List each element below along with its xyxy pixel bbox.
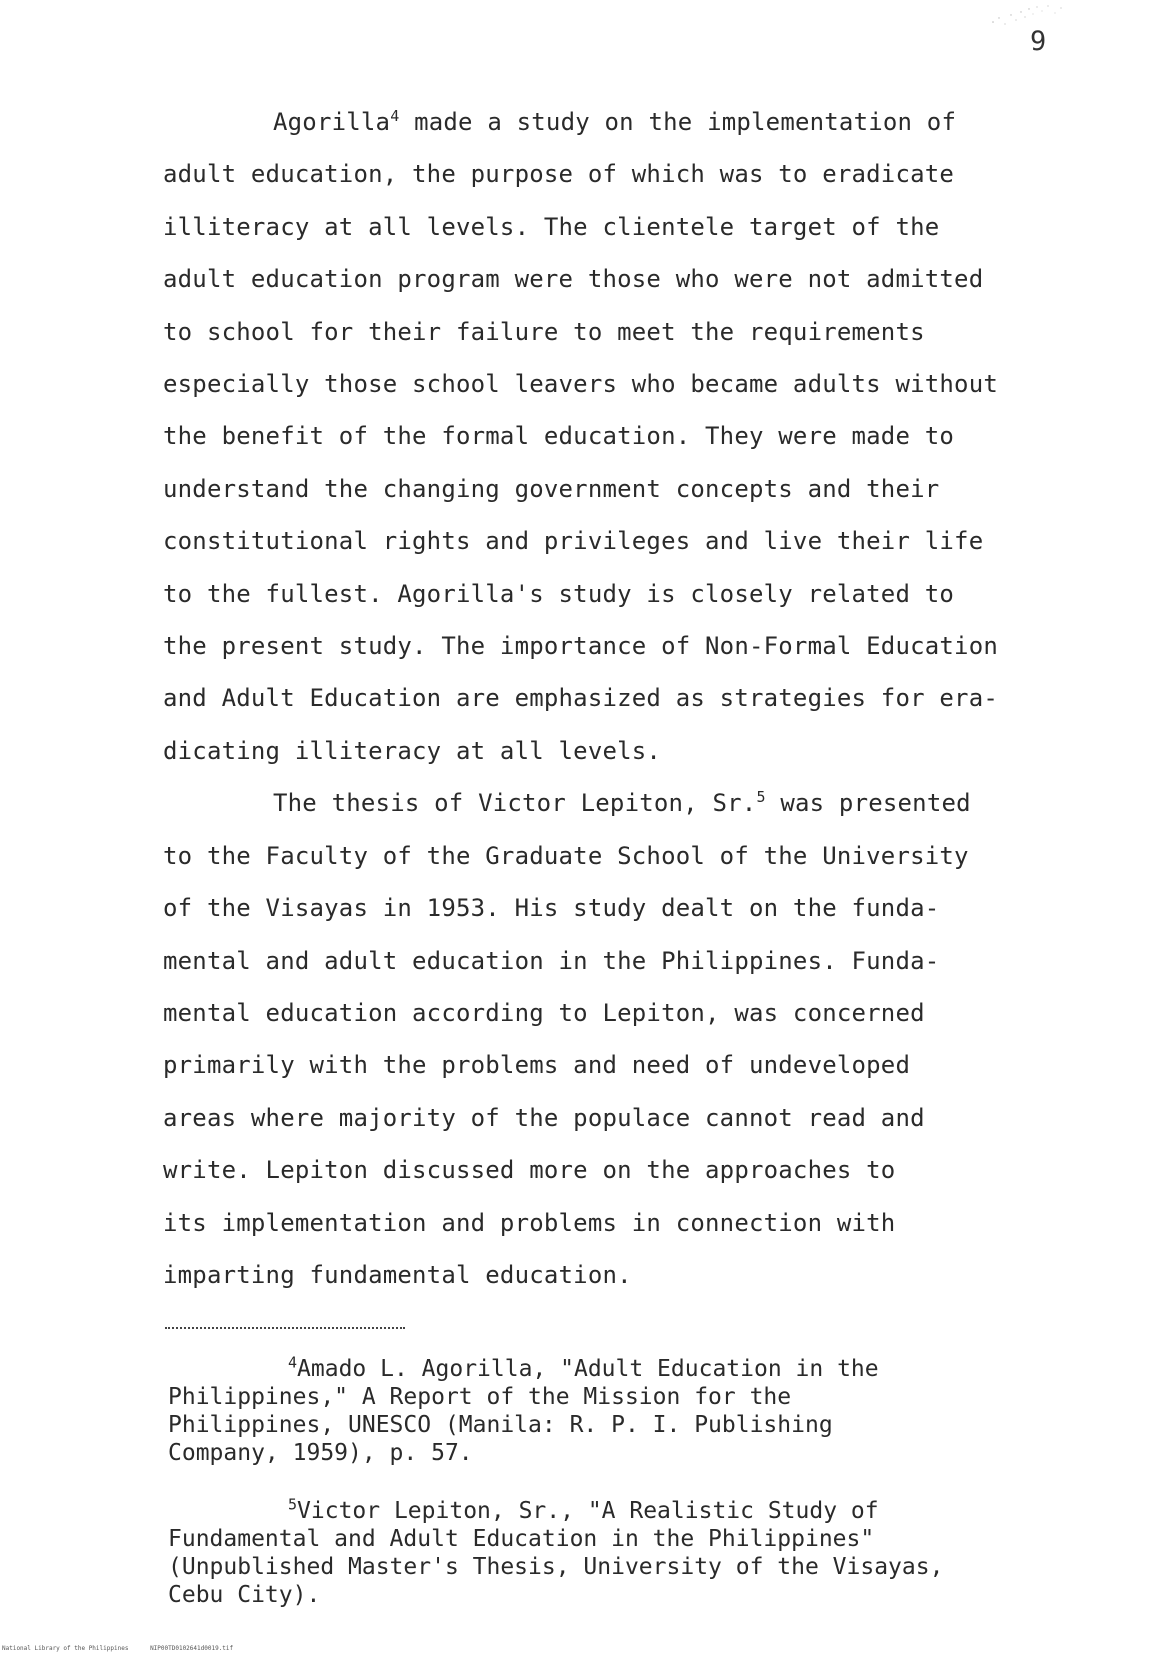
footnote-4 [168, 1355, 1068, 1467]
paragraph-2-text: was presented to the Faculty of the Graduate School of the University of the Visayas in 1953. His study dealt on the funda- mental and adult education in the Philippines. Funda- mental education according to Lepiton, was concerned primarily with the problems and need of undeveloped areas where majority of the populace cannot read and write. Lepiton discussed more on the approaches to its implementation and problems in connection with imparting fundamental education. [163, 789, 971, 1289]
body-text [163, 96, 1083, 1301]
footnote-5 [168, 1497, 1068, 1609]
footnote-4-number: 4 [288, 1353, 298, 1372]
paragraph-1-text: made a study on the implementation of adult education, the purpose of which was to eradicate illiteracy at all levels. The clientele target of the adult education program were those who were not admitted to school for their failure to meet the requirements especially those school leavers who became adults without the benefit of the formal education. They were made to understand the changing government concepts and their constitutional rights and privileges and live their life to the fullest. Agorilla's study is closely related to the present study. The importance of Non-Formal Education and Adult Education are emphasized as strategies for era- dicating illiteracy at all levels. [163, 108, 999, 765]
footnote-ref-4: 4 [390, 107, 400, 125]
footnote-5-number: 5 [288, 1495, 298, 1514]
footnotes [168, 1355, 1068, 1639]
scan-stamp-library: National Library of the Philippines [2, 1645, 129, 1652]
paragraph-2 [163, 777, 1083, 1301]
footnote-ref-5: 5 [756, 788, 766, 807]
scan-stamp [2, 1645, 233, 1652]
scan-stamp-file-id: NIP00TD0102641d0019.tif [150, 1645, 234, 1652]
paragraph-2-lead: The thesis of Victor Lepiton, Sr. [273, 789, 757, 818]
footnote-5-text: Victor Lepiton, Sr., "A Realistic Study of Fundamental and Adult Education in the Philippines" (Unpublished Master's Thesis, University of the Visayas, Cebu City). [168, 1498, 944, 1608]
footnote-divider [165, 1327, 405, 1329]
paragraph-1 [163, 96, 1083, 777]
paragraph-1-lead: Agorilla [273, 108, 391, 136]
footnote-4-text: Amado L. Agorilla, "Adult Education in the Philippines," A Report of the Mission for the Philippines, UNESCO (Manila: R. P. I. Publishing Company, 1959), p. 57. [168, 1356, 879, 1466]
page-number: 9 [1030, 26, 1047, 57]
